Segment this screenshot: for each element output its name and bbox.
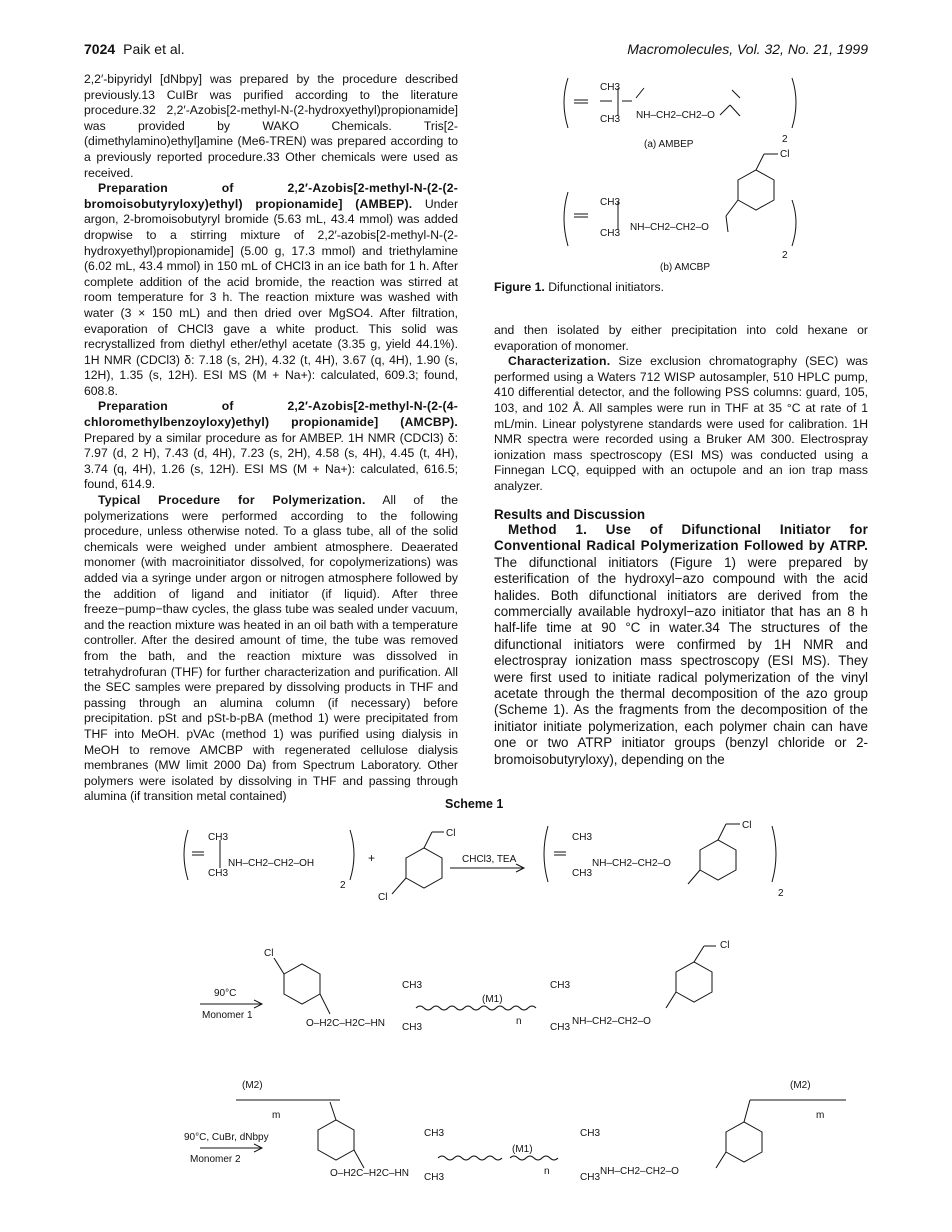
figure-caption-label: Figure 1. bbox=[494, 280, 545, 294]
s1-cl-c: Cl bbox=[742, 820, 752, 831]
ambep-sub-2: 2 bbox=[782, 134, 788, 145]
s1-reagent: CHCl3, TEA bbox=[462, 854, 517, 865]
s3-left-chain: O–H2C–H2C–HN bbox=[330, 1168, 409, 1179]
s3-m1: (M1) bbox=[512, 1144, 533, 1155]
authors: Paik et al. bbox=[123, 41, 185, 57]
paragraph-procedure bbox=[84, 493, 458, 805]
s2-sub-n: n bbox=[516, 1016, 522, 1027]
ambep-heading: Preparation of 2,2′-Azobis[2-methyl-N-(2-(2-bromoisobutyryloxy)ethyl) propionamide] (AMBEP). bbox=[84, 181, 458, 211]
s2-ch3-b: CH3 bbox=[402, 1022, 423, 1033]
s2-temp: 90°C bbox=[214, 988, 237, 999]
s1-sub-2b: 2 bbox=[778, 888, 784, 899]
s3-ch3-c: CH3 bbox=[580, 1128, 601, 1139]
left-column bbox=[84, 72, 458, 805]
s1-plus: + bbox=[368, 851, 376, 865]
ambep-chain: NH–CH2–CH2–O bbox=[636, 110, 715, 121]
s2-chain-o: NH–CH2–CH2–O bbox=[572, 1016, 651, 1027]
paragraph-reagents: 2,2′-bipyridyl [dNbpy] was prepared by the procedure described previously.13 CuIBr was purified according to the literature procedure.32 2,2′-Azobis[2-methyl-N-(2-hydroxyethyl)propionamide] was provided by WAKO Chemicals. Tris[2-(dimethylamino)ethyl]amine (Me6-TREN) was prepared according to a previously reported procedure.33 Other chemicals were used as received. bbox=[84, 72, 458, 180]
paragraph-characterization bbox=[494, 354, 868, 494]
s3-m2-left: (M2) bbox=[242, 1080, 263, 1091]
s2-ch3-c: CH3 bbox=[550, 980, 571, 991]
characterization-body: Size exclusion chromatography (SEC) was performed using a Waters 712 WISP autosampler, 510 HPLC pump, 410 differential detector, and the following PSS columns: guard, 105, 103, and 102 Å. All samples were run in THF at 35 °C at rate of 1 mL/min. Linear polystyrene standards were used for calibration. 1H NMR spectra were recorded using a Bruker AM 300. Electrospray ionization mass spectroscopy (ESI MS) was conducted using a Finnegan LCQ, equipped with an octupole and an ion trap mass analyzer. bbox=[494, 354, 868, 493]
right-column-top bbox=[494, 323, 868, 522]
paragraph-method-1 bbox=[494, 522, 868, 768]
s1-ch3-b: CH3 bbox=[208, 868, 229, 879]
s3-sub-n: n bbox=[544, 1166, 550, 1177]
page-number: 7024 bbox=[84, 41, 116, 57]
amcbp-sub-2: 2 bbox=[782, 250, 788, 261]
s3-sub-m-right: m bbox=[816, 1110, 825, 1121]
s3-ch3-a: CH3 bbox=[424, 1128, 445, 1139]
amcbp-cl: Cl bbox=[780, 149, 790, 160]
paragraph-amcbp bbox=[84, 399, 458, 493]
procedure-body: All of the polymerizations were performed according to the following procedure, unless otherwise noted. To a glass tube, all of the solid chemicals were weighed under ambient atmosphere. Deaerated monomer (with macroinitiator dissolved, for copolymerizations) was added via a syringe under argon or nitrogen atmosphere followed by the addition of ligand and initiator (if liquid). After three freeze−pump−thaw cycles, the glass tube was sealed under vacuum, and the reaction mixture was heated in an oil bath with a temperature controller. After the desired amount of time, the tube was removed from the bath, and the reaction mixture was dissolved in tetrahydrofuran (THF) for further characterization and purification. All the SEC samples were prepared by dissolving products in THF and passing through an alumina column (if necessary) before precipitation. pSt and pSt-b-pBA (method 1) were precipitated from THF into MeOH. pVAc (method 1) was purified using dialysis in MeOH to remove AMCBP with regenerated cellulose dialysis membranes (MW limit 2000 Da) from Spectrum Laboratory. Other polymers were isolated by dissolving in THF and passing through alumina (if transition metal contained) bbox=[84, 493, 458, 804]
ambep-ch3-top: CH3 bbox=[600, 82, 621, 93]
s2-ch3-d: CH3 bbox=[550, 1022, 571, 1033]
s3-chain-o: NH–CH2–CH2–O bbox=[600, 1166, 679, 1177]
s2-left-chain: O–H2C–H2C–HN bbox=[306, 1018, 385, 1029]
s1-cl-a: Cl bbox=[446, 828, 456, 839]
scheme-1-title: Scheme 1 bbox=[445, 797, 504, 811]
procedure-heading: Typical Procedure for Polymerization. bbox=[98, 493, 366, 508]
section-title: Results and Discussion bbox=[494, 506, 646, 522]
s2-m1: (M1) bbox=[482, 994, 503, 1005]
s1-ch3-a: CH3 bbox=[208, 832, 229, 843]
s1-chain-o: NH–CH2–CH2–O bbox=[592, 858, 671, 869]
figure-1-caption bbox=[494, 280, 664, 294]
s1-chain-oh: NH–CH2–CH2–OH bbox=[228, 858, 315, 869]
characterization-heading: Characterization. bbox=[508, 354, 611, 369]
figure-caption-text: Difunctional initiators. bbox=[548, 280, 665, 294]
scheme-1-diagram bbox=[180, 818, 860, 1208]
amcbp-ch3-bottom: CH3 bbox=[600, 228, 621, 239]
amcbp-chain: NH–CH2–CH2–O bbox=[630, 222, 709, 233]
method-1-body: The difunctional initiators (Figure 1) were prepared by esterification of the hydroxyl−azo compound with the acid halides. Both difunctional initiators are derived from the commercially available hydroxyl−azo initiator that has an 8 h half-life time at 90 °C in water.34 The structures of the difunctional initiators were confirmed by 1H NMR and electrospray ionization mass spectroscopy (ESI MS). They were first used to initiate radical polymerization of the vinyl acetate through the thermal decomposition of the azo group (Scheme 1). As the fragments from the decomposition of the initiator initiate polymerization, each polymer chain can have one or two ATRP initiator groups (benzyl chloride or 2-bromoisobutyryloxy), depending on the bbox=[494, 554, 868, 767]
s2-cl-b: Cl bbox=[720, 940, 730, 951]
paragraph-isolation: and then isolated by either precipitation into cold hexane or evaporation of monomer. bbox=[494, 323, 868, 353]
right-column-method bbox=[494, 522, 868, 768]
s3-sub-m-left: m bbox=[272, 1110, 281, 1121]
s2-monomer: Monomer 1 bbox=[202, 1010, 253, 1021]
s2-ch3-a: CH3 bbox=[402, 980, 423, 991]
method-1-heading: Method 1. Use of Difunctional Initiator for Conventional Radical Polymerization Followed by ATRP. bbox=[494, 522, 868, 554]
s1-cl-b: Cl bbox=[378, 892, 388, 903]
running-header-left bbox=[84, 41, 185, 57]
amcbp-heading: Preparation of 2,2′-Azobis[2-methyl-N-(2-(4-chloromethylbenzoyloxy)ethyl) propionamide] (AMCBP). bbox=[84, 399, 458, 430]
journal-citation: Macromolecules, Vol. 32, No. 21, 1999 bbox=[627, 41, 868, 57]
s3-ch3-b: CH3 bbox=[424, 1172, 445, 1183]
amcbp-body: Prepared by a similar procedure as for AMBEP. 1H NMR (CDCl3) δ: 7.97 (d, 2 H), 7.43 (d, 4H), 7.23 (s, 2H), 4.58 (s, 4H), 4.45 (t, 4H), 3.74 (q, 4H), 1.26 (s, 12H). ESI MS (M + Na+): calculated, 616.5; found, 614.9. bbox=[84, 430, 458, 492]
s1-sub-2a: 2 bbox=[340, 880, 346, 891]
s1-ch3-c: CH3 bbox=[572, 832, 593, 843]
paragraph-ambep bbox=[84, 181, 458, 399]
s3-ch3-d: CH3 bbox=[580, 1172, 601, 1183]
s3-monomer: Monomer 2 bbox=[190, 1154, 241, 1165]
amcbp-ch3-top: CH3 bbox=[600, 197, 621, 208]
figure-1-structures bbox=[560, 70, 800, 282]
s1-ch3-d: CH3 bbox=[572, 868, 593, 879]
s3-m2-right: (M2) bbox=[790, 1080, 811, 1091]
s3-cond: 90°C, CuBr, dNbpy bbox=[184, 1132, 269, 1143]
s2-cl-a: Cl bbox=[264, 948, 274, 959]
ambep-body: Under argon, 2-bromoisobutyryl bromide (5.63 mL, 43.4 mmol) was added dropwise to a stirring mixture of 2,2′-azobis[2-methyl-N-(2-hydroxyethyl)propionamide] (5.00 g, 17.3 mmol) and triethylamine (6.02 mL, 43.4 mmol) in 150 mL of CHCl3 in an ice bath for 1 h. After complete addition of the acid bromide, the reaction was stirred at room temperature for 3 h. The reaction mixture was washed with water (3 × 150 mL) and then dried over MgSO4. After filtration, evaporation of CHCl3 gave a white product. This solid was recrystallized from diethyl ether/ethyl acetate (3.35 g, yield 44.1%). 1H NMR (CDCl3) δ: 7.18 (s, 2H), 4.32 (t, 4H), 3.67 (q, 4H), 1.90 (s, 12H), 1.35 (s, 12H). ESI MS (M + Na+): calculated, 609.3; found, 608.8. bbox=[84, 196, 459, 398]
figure-label-a: (a) AMBEP bbox=[644, 139, 694, 150]
ambep-ch3-bottom: CH3 bbox=[600, 114, 621, 125]
figure-label-b: (b) AMCBP bbox=[660, 262, 711, 273]
